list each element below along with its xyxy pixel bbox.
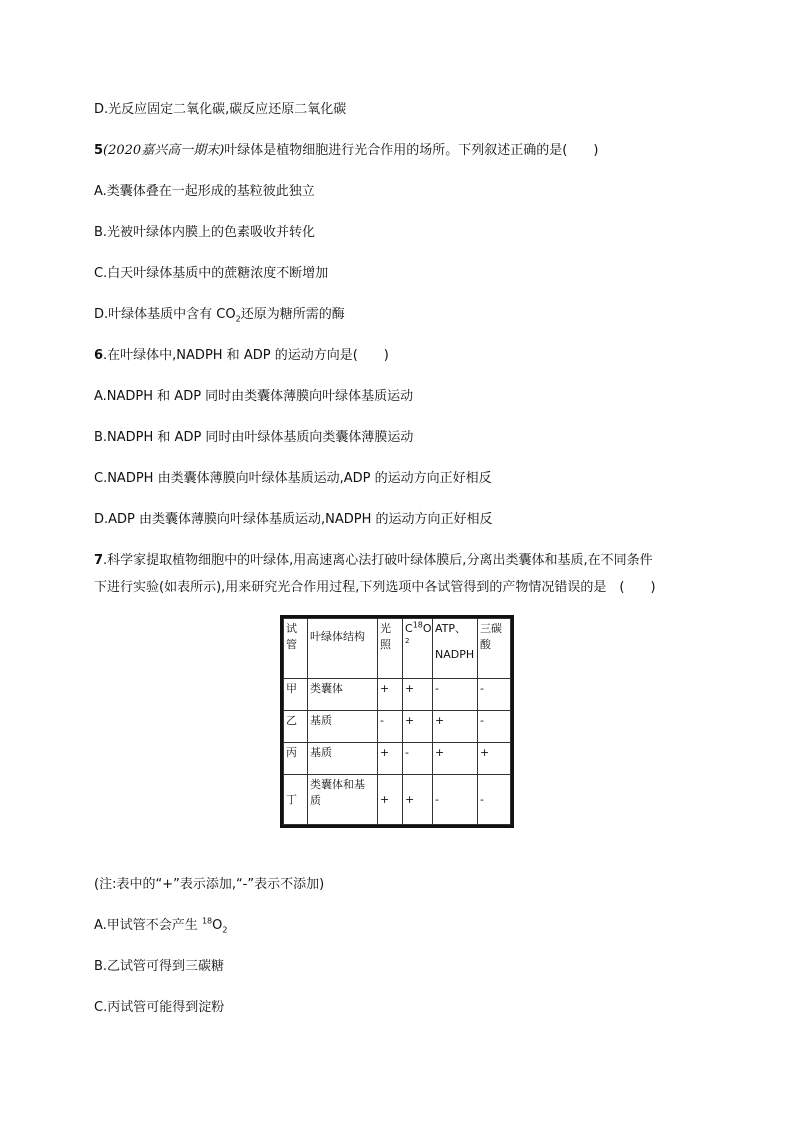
- header-triose: [478, 619, 511, 679]
- table-note: (注:表中的“+”表示添加,“-”表示不添加): [94, 877, 325, 892]
- header-tube-1: 试: [286, 622, 297, 635]
- header-tube: [284, 619, 308, 679]
- header-nadph: NADPH: [435, 648, 475, 661]
- header-co2-o: O: [422, 622, 432, 635]
- cell-atp: +: [433, 743, 478, 775]
- header-light: [378, 619, 403, 679]
- cell-tube: 丙: [284, 743, 308, 775]
- q7-option-a-sup: 18: [201, 916, 213, 926]
- cell-light: +: [378, 679, 403, 711]
- prev-option-d: D.光反应固定二氧化碳,碳反应还原二氧化碳: [94, 102, 347, 117]
- header-triose-2: 酸: [480, 638, 491, 651]
- q7-option-c: C.丙试管可能得到淀粉: [94, 1000, 225, 1015]
- cell-structure: 基质: [308, 743, 378, 775]
- cell-triose: +: [478, 743, 511, 775]
- header-atp-nadph: [433, 619, 478, 679]
- cell-tube: 乙: [284, 711, 308, 743]
- q6-option-b: B.NADPH 和 ADP 同时由叶绿体基质向类囊体薄膜运动: [94, 430, 414, 445]
- experiment-table: [280, 615, 514, 828]
- question-7-stem-line1: [94, 552, 653, 570]
- cell-structure-2: 质: [310, 794, 321, 807]
- question-7-stem-line2: 下进行实验(如表所示),用来研究光合作用过程,下列选项中各试管得到的产物情况错误的是 ( ): [94, 580, 656, 595]
- cell-co2: +: [403, 711, 433, 743]
- q5-option-d-text-end: 还原为糖所需的酶: [240, 307, 345, 322]
- cell-light: +: [378, 775, 403, 825]
- q6-option-d: D.ADP 由类囊体薄膜向叶绿体基质运动,NADPH 的运动方向正好相反: [94, 512, 493, 527]
- question-5-number: 5: [94, 143, 104, 158]
- q7-option-a: [94, 917, 227, 935]
- cell-tube: 甲: [284, 679, 308, 711]
- header-structure: 叶绿体结构: [308, 619, 378, 679]
- q6-option-c: C.NADPH 由类囊体薄膜向叶绿体基质运动,ADP 的运动方向正好相反: [94, 471, 492, 486]
- cell-triose: -: [478, 711, 511, 743]
- cell-co2: +: [403, 679, 433, 711]
- question-5-source: (2020嘉兴高一期末): [103, 143, 225, 158]
- question-5-text: 叶绿体是植物细胞进行光合作用的场所。下列叙述正确的是( ): [224, 143, 599, 158]
- header-tube-2: 管: [286, 638, 297, 651]
- cell-structure-1: 类囊体和基: [310, 778, 365, 791]
- q5-option-b: B.光被叶绿体内膜上的色素吸收并转化: [94, 225, 316, 240]
- cell-tube: 丁: [284, 775, 308, 825]
- cell-atp: +: [433, 711, 478, 743]
- question-5-stem: [94, 142, 598, 160]
- table-row: [284, 743, 511, 775]
- cell-co2: +: [403, 775, 433, 825]
- cell-triose: -: [478, 679, 511, 711]
- cell-structure: [308, 775, 378, 825]
- header-co2-sup: 18: [412, 620, 423, 630]
- cell-atp: -: [433, 775, 478, 825]
- table-row: [284, 775, 511, 825]
- question-6-number: 6: [94, 348, 104, 363]
- header-atp: ATP、: [435, 622, 467, 635]
- q5-option-c: C.白天叶绿体基质中的蔗糖浓度不断增加: [94, 266, 329, 281]
- header-co2-c: C: [405, 622, 413, 635]
- cell-structure: 基质: [308, 711, 378, 743]
- cell-structure: 类囊体: [308, 679, 378, 711]
- table-row: [284, 711, 511, 743]
- question-6-text: .在叶绿体中,NADPH 和 ADP 的运动方向是( ): [103, 348, 389, 363]
- question-7-text-line1: .科学家提取植物细胞中的叶绿体,用高速离心法打破叶绿体膜后,分离出类囊体和基质,在不同条件: [103, 553, 653, 568]
- cell-triose: -: [478, 775, 511, 825]
- question-7-number: 7: [94, 553, 104, 568]
- q7-option-b: B.乙试管可得到三碳糖: [94, 959, 225, 974]
- cell-light: +: [378, 743, 403, 775]
- q5-option-a: A.类囊体叠在一起形成的基粒彼此独立: [94, 184, 315, 199]
- header-triose-1: 三碳: [480, 622, 502, 635]
- header-co2-sub: 2: [405, 637, 410, 645]
- question-6-stem: [94, 347, 389, 365]
- q7-option-a-sub: 2: [222, 925, 228, 935]
- q5-option-d-text: D.叶绿体基质中含有 CO: [94, 307, 236, 322]
- q5-option-d-subscript: 2: [235, 314, 241, 324]
- q7-option-a-o: O: [212, 918, 223, 933]
- q5-option-d: [94, 306, 345, 324]
- cell-co2: -: [403, 743, 433, 775]
- header-light-1: 光: [380, 622, 391, 635]
- header-co2: [403, 619, 433, 679]
- header-light-2: 照: [380, 638, 391, 651]
- table-row: [284, 679, 511, 711]
- table-header-row: [284, 619, 511, 679]
- cell-light: -: [378, 711, 403, 743]
- cell-atp: -: [433, 679, 478, 711]
- q6-option-a: A.NADPH 和 ADP 同时由类囊体薄膜向叶绿体基质运动: [94, 389, 414, 404]
- q7-option-a-text: A.甲试管不会产生: [94, 918, 202, 933]
